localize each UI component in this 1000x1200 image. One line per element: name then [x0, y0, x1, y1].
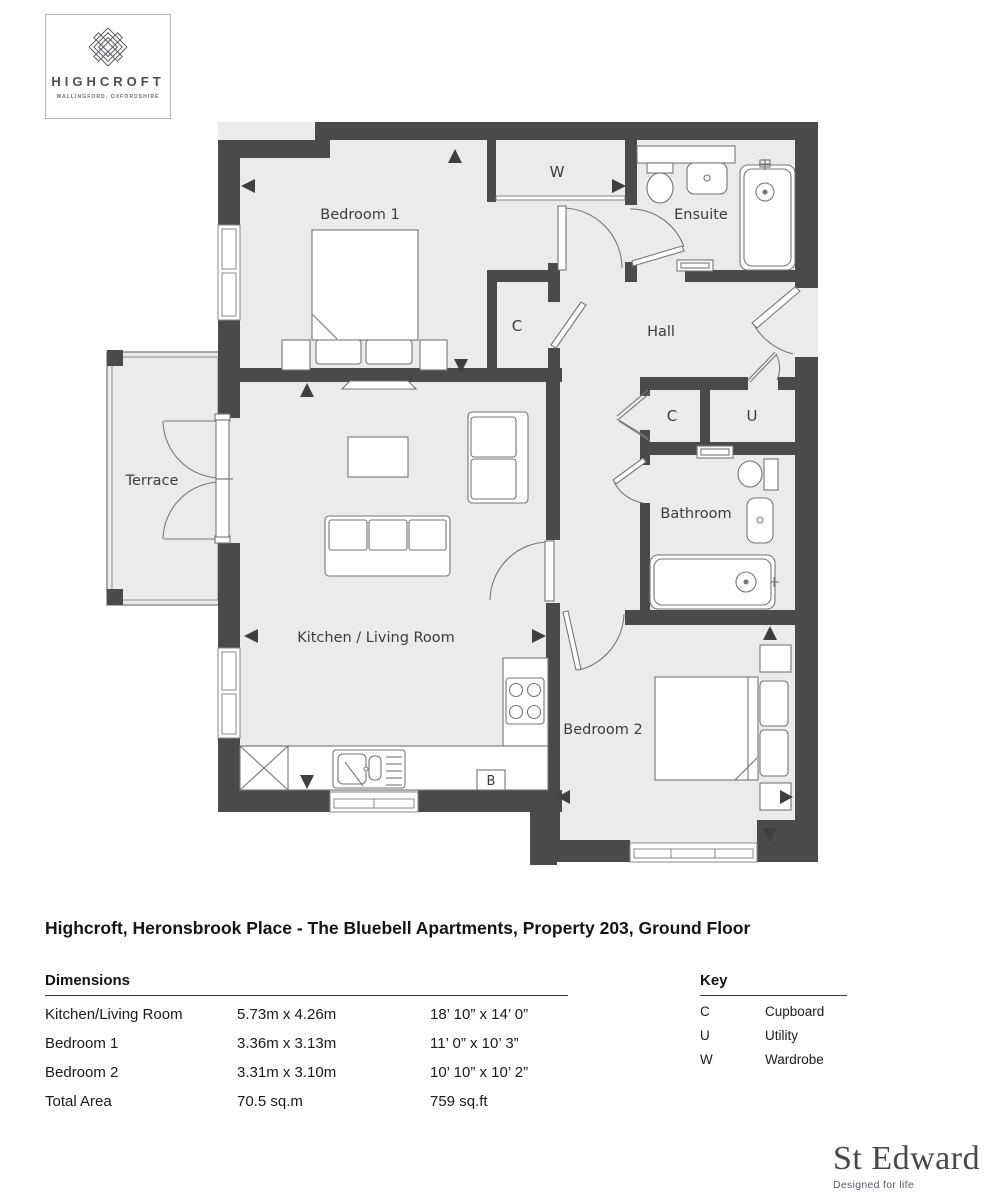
dimensions-table [45, 1000, 568, 1116]
coffee-table [348, 437, 408, 477]
tv-unit [342, 381, 416, 389]
key-row [700, 999, 824, 1023]
key-table [700, 999, 824, 1071]
label-wardrobe: W [549, 163, 565, 181]
label-kitchen-living: Kitchen / Living Room [297, 630, 455, 646]
table-row [45, 1000, 568, 1029]
sofa [325, 516, 450, 576]
key-section [700, 972, 847, 1071]
key-label: Wardrobe [765, 1051, 824, 1067]
metric-size: 5.73m x 4.26m [237, 1006, 337, 1023]
key-symbol: U [700, 1027, 710, 1043]
kitchen-sink [333, 750, 405, 788]
label-ensuite: Ensuite [674, 207, 728, 223]
room-name: Total Area [45, 1093, 112, 1110]
wardrobe-front [496, 196, 625, 200]
label-hall: Hall [647, 324, 675, 340]
bathroom-bath [650, 555, 779, 609]
ensuite-bath [740, 159, 795, 270]
key-row [700, 1023, 824, 1047]
ensuite-vanity [637, 146, 735, 163]
key-symbol: C [700, 1003, 710, 1019]
window-bedroom1-left [218, 225, 240, 320]
imperial-size: 10’ 10” x 10’ 2” [430, 1064, 529, 1081]
room-name: Bedroom 2 [45, 1064, 119, 1081]
window-kitchen-bottom [330, 792, 418, 812]
metric-size: 70.5 sq.m [237, 1093, 303, 1110]
kitchen-unit-x [240, 746, 288, 790]
dimensions-heading: Dimensions [45, 972, 568, 996]
imperial-size: 11’ 0” x 10’ 3” [430, 1035, 519, 1052]
label-boiler: B [486, 774, 496, 789]
page-title: Highcroft, Heronsbrook Place - The Bluebell Apartments, Property 203, Ground Floor [45, 918, 751, 938]
dimensions-section [45, 972, 568, 1116]
kitchen-hob [506, 678, 544, 724]
label-cupboard-upper: C [511, 317, 523, 335]
key-label: Cupboard [765, 1003, 825, 1019]
window-kitchen-left [218, 648, 240, 738]
bathroom-sink [747, 498, 773, 543]
room-name: Bedroom 1 [45, 1035, 119, 1052]
metric-size: 3.36m x 3.13m [237, 1035, 337, 1052]
ensuite-sink [687, 163, 727, 194]
label-utility: U [746, 407, 758, 425]
logo-location: WALLINGFORD, OXFORDSHIRE [56, 94, 160, 100]
key-symbol: W [700, 1051, 713, 1067]
room-name: Kitchen/Living Room [45, 1006, 183, 1023]
hall-radiator [677, 260, 713, 271]
table-row [45, 1029, 568, 1058]
ensuite-toilet [647, 163, 673, 203]
table-row [45, 1087, 568, 1116]
label-bedroom2: Bedroom 2 [563, 722, 643, 738]
label-terrace: Terrace [125, 473, 179, 489]
metric-size: 3.31m x 3.10m [237, 1064, 337, 1081]
key-label: Utility [765, 1027, 798, 1043]
logo-name: HIGHCROFT [51, 74, 165, 89]
st-edward-logo [833, 1140, 980, 1191]
key-row [700, 1047, 824, 1071]
bathroom-radiator [697, 446, 733, 458]
label-bedroom1: Bedroom 1 [320, 207, 400, 223]
developer-tagline: Designed for life [833, 1179, 914, 1191]
developer-name: St Edward [833, 1140, 981, 1177]
label-bathroom: Bathroom [660, 506, 732, 522]
window-bedroom2-bottom [630, 843, 757, 862]
imperial-size: 18’ 10” x 14’ 0” [430, 1006, 529, 1023]
imperial-size: 759 sq.ft [430, 1093, 488, 1110]
key-heading: Key [700, 972, 847, 996]
label-cupboard-lower: C [666, 407, 678, 425]
table-row [45, 1058, 568, 1087]
armchair [468, 412, 528, 503]
